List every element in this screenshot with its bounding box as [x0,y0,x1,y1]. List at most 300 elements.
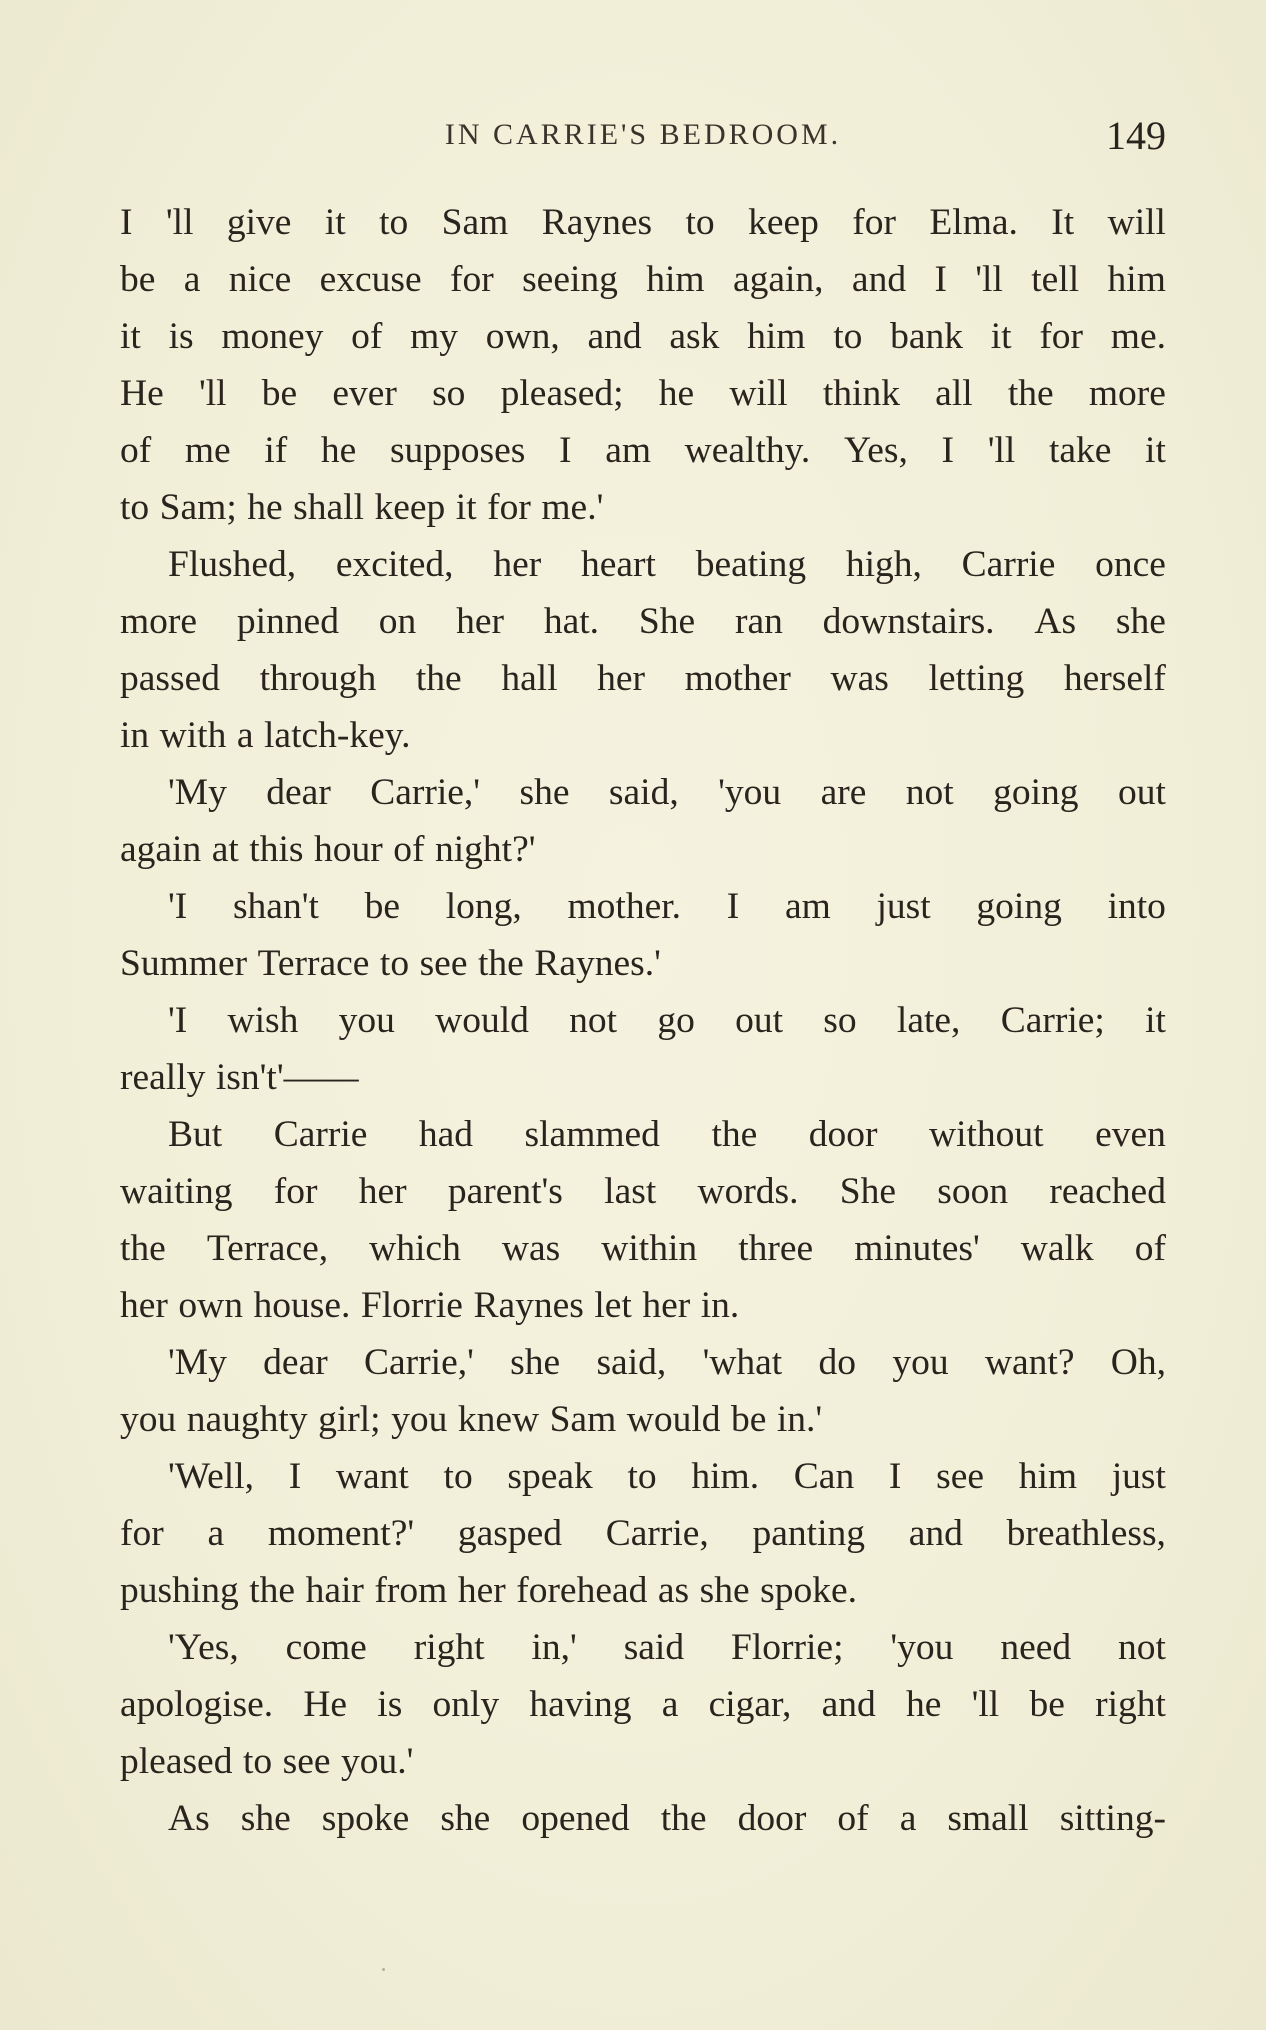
text-word: to [685,202,715,243]
text-word: latch-key. [264,715,411,756]
text-word: spoke. [760,1570,857,1611]
text-word: more [1088,373,1166,414]
text-word: As [168,1798,210,1839]
text-word: pleased; [500,373,624,414]
text-line [120,707,1166,764]
text-word: in [120,715,150,756]
text-word: Carrie, [605,1513,709,1554]
text-word: be [261,373,298,414]
text-word: 'll [987,430,1016,471]
text-word: As [1034,601,1077,642]
text-line [120,1334,1166,1391]
text-word: Carrie [273,1114,368,1155]
text-word: of [351,316,383,357]
text-word: he [247,487,283,528]
text-word: said, [608,772,679,813]
text-word: for [450,259,494,300]
text-word: she [519,772,570,813]
text-word: letting [928,658,1025,699]
text-word: as [657,1570,690,1611]
text-word: him [1107,259,1166,300]
text-word: for [852,202,896,243]
text-word: shan't [232,886,319,927]
text-word: waiting [120,1171,233,1212]
text-word: be [730,1399,767,1440]
text-word: in. [700,1285,740,1326]
text-word: not [1118,1627,1166,1668]
text-word: 'll [971,1684,1000,1725]
text-word: three [738,1228,814,1269]
text-word: 'I [168,886,188,927]
text-line [120,479,1166,536]
text-word: 'My [168,1342,227,1383]
text-word: I [934,259,947,300]
text-word: mother [684,658,791,699]
text-word: naughty [186,1399,308,1440]
body-text [120,194,1166,1847]
text-word: sitting- [1059,1798,1166,1839]
text-word: and [851,259,907,300]
text-word: Terrace [257,943,370,984]
text-word: not [905,772,954,813]
text-word: dear [263,1342,328,1383]
text-word: you.' [341,1741,414,1782]
text-word: panting [752,1513,865,1554]
text-word: Carrie [961,544,1056,585]
text-word: tell [1031,259,1080,300]
text-line [120,935,1166,992]
text-word: Flushed, [168,544,297,585]
text-word: take [1048,430,1112,471]
text-word: which [369,1228,461,1269]
text-word: want [335,1456,409,1497]
text-word: give [226,202,292,243]
text-word: the [660,1798,707,1839]
text-line [120,194,1166,251]
text-word: a [207,1513,225,1554]
text-line [120,593,1166,650]
text-word: be [364,886,401,927]
text-word: breathless, [1006,1513,1166,1554]
text-word: night?' [434,829,536,870]
text-word: 'you [718,772,782,813]
text-word: I [941,430,955,471]
text-word: on [378,601,417,642]
text-word: again, [732,259,824,300]
text-word: ran [734,601,783,642]
text-line [120,1790,1166,1847]
text-word: I [726,886,740,927]
text-word: 'I [168,1000,188,1041]
text-line [120,1391,1166,1448]
text-line [120,1106,1166,1163]
text-word: think [822,373,900,414]
text-word: in.' [776,1399,823,1440]
text-word: a [236,715,254,756]
text-word: ever [332,373,397,414]
text-word: to [379,943,410,984]
text-word: supposes [389,430,526,471]
text-word: mother. [567,886,682,927]
text-word: cigar, [708,1684,792,1725]
text-word: Sam [441,202,509,243]
text-word: 'Yes, [168,1627,239,1668]
text-word: come [285,1627,367,1668]
text-line [120,1562,1166,1619]
page-number: 149 [1106,113,1166,158]
text-word: a [183,259,201,300]
text-word: Oh, [1110,1342,1166,1383]
text-word: without [929,1114,1044,1155]
text-line [120,308,1166,365]
text-word: go [657,1000,695,1041]
text-word: door [737,1798,807,1839]
text-word: parent's [447,1171,563,1212]
text-word: you [391,1399,448,1440]
text-word: heart [580,544,656,585]
text-word: knew [457,1399,540,1440]
text-word: of [1134,1228,1166,1269]
text-word: her [457,1570,506,1611]
text-word: small [947,1798,1029,1839]
text-word: he [906,1684,942,1725]
text-line [120,1049,1166,1106]
text-line [120,1448,1166,1505]
text-line [120,365,1166,422]
text-line [120,764,1166,821]
text-word: it [1145,1000,1166,1041]
text-line [120,650,1166,707]
text-word: for [487,487,531,528]
text-word: and [908,1513,963,1554]
text-word: am [605,430,652,471]
paper-speck [382,1968,385,1971]
text-word: words. [697,1171,799,1212]
text-word: all [935,373,973,414]
text-word: she [699,1570,750,1611]
text-word: forehead [516,1570,648,1611]
text-word: her [493,544,542,585]
text-word: of [837,1798,869,1839]
text-word: beating [695,544,807,585]
text-word: the [120,1228,166,1269]
text-word: be [1029,1684,1065,1725]
text-word: she [1115,601,1166,642]
text-word: you [120,1399,177,1440]
text-word: her [642,1285,691,1326]
text-line [120,536,1166,593]
text-word: I [120,202,133,243]
text-word: is [168,316,194,357]
text-word: do [818,1342,857,1383]
text-word: him [747,316,806,357]
text-word: a [899,1798,917,1839]
text-line [120,1163,1166,1220]
text-word: need [1000,1627,1072,1668]
text-word: and [821,1684,876,1725]
text-word: with [159,715,227,756]
text-word: just [1111,1456,1166,1497]
text-word: her [597,658,646,699]
text-word: passed [120,658,220,699]
text-word: last [604,1171,657,1212]
text-word: Summer [120,943,248,984]
text-word: even [1095,1114,1166,1155]
text-word: right [1095,1684,1166,1725]
text-word: this [249,829,304,870]
text-word: if [264,430,288,471]
text-word: house. [253,1285,351,1326]
text-word: I [288,1456,302,1497]
text-word: are [820,772,867,813]
text-word: you [338,1000,395,1041]
text-word: the [249,1570,296,1611]
text-word: just [876,886,931,927]
text-word: high, [845,544,922,585]
text-word: hour [313,829,383,870]
text-word: to [443,1456,473,1497]
text-word: money [221,316,324,357]
text-word: pinned [236,601,339,642]
text-word: 'Well, [168,1456,255,1497]
text-word: door [808,1114,878,1155]
text-line [120,251,1166,308]
text-word: seeing [522,259,618,300]
text-word: see [936,1456,985,1497]
text-word: my [410,316,459,357]
text-word: gasped [457,1513,562,1554]
text-word: own, [485,316,560,357]
text-word: pushing [120,1570,239,1611]
text-word: slammed [524,1114,660,1155]
text-word: He [303,1684,348,1725]
text-word: for [120,1513,164,1554]
text-word: is [377,1684,403,1725]
text-word: was [501,1228,561,1269]
text-word: I [888,1456,902,1497]
text-word: to [833,316,863,357]
text-word: hair [305,1570,364,1611]
text-word: 'll [165,202,194,243]
text-word: 'what [702,1342,783,1383]
text-word: excited, [335,544,454,585]
running-head [120,112,1166,162]
text-word: long, [445,886,522,927]
text-word: let [594,1285,632,1326]
text-word: 'you [890,1627,954,1668]
text-word: once [1095,544,1166,585]
text-word: hall [501,658,558,699]
text-word: want? [984,1342,1075,1383]
text-word: would [435,1000,529,1041]
text-word: Carrie,' [364,1342,474,1383]
text-word: for [273,1171,318,1212]
text-word: him. [691,1456,760,1497]
text-line [120,1220,1166,1277]
text-word: having [529,1684,632,1725]
text-word: from [374,1570,448,1611]
text-word: ask [669,316,720,357]
text-word: isn't'—— [215,1057,359,1098]
text-word: and [587,316,642,357]
text-word: the [1007,373,1054,414]
text-word: she [440,1798,491,1839]
text-word: really [120,1057,206,1098]
text-word: am [784,886,831,927]
text-word: going [976,886,1062,927]
text-word: Florrie; [731,1627,844,1668]
text-word: It [1051,202,1075,243]
text-word: moment?' [267,1513,415,1554]
text-word: pleased [120,1741,233,1782]
text-word: the [415,658,462,699]
text-word: see [419,943,468,984]
text-word: late, [896,1000,961,1041]
text-word: Can [793,1456,855,1497]
text-word: She [638,601,696,642]
text-word: at [211,829,239,870]
text-word: downstairs. [822,601,995,642]
text-word: will [1107,202,1166,243]
text-word: right [413,1627,485,1668]
text-word: he [320,430,357,471]
text-word: speak [507,1456,593,1497]
text-line [120,1505,1166,1562]
text-word: to [120,487,150,528]
text-word: had [418,1114,474,1155]
text-word: She [839,1171,897,1212]
text-word: walk [1020,1228,1094,1269]
text-word: it [990,316,1012,357]
text-word: 'My [168,772,227,813]
text-line [120,821,1166,878]
text-word: again [120,829,202,870]
text-word: He [120,373,164,414]
text-word: said, [596,1342,667,1383]
text-word: him [1018,1456,1078,1497]
text-word: wealthy. [684,430,811,471]
text-word: the [711,1114,758,1155]
text-line [120,1619,1166,1676]
text-word: so [432,373,466,414]
text-word: it [324,202,346,243]
text-word: see [282,1741,331,1782]
text-line [120,1733,1166,1790]
text-word: be [120,259,156,300]
text-word: excuse [319,259,422,300]
text-word: only [432,1684,500,1725]
text-word: keep [374,487,446,528]
text-word: of [393,829,425,870]
text-word: dear [266,772,331,813]
text-word: girl; [318,1399,381,1440]
text-word: Florrie [360,1285,463,1326]
text-word: Terrace, [206,1228,329,1269]
chapter-running-title: IN CARRIE'S BEDROOM. [444,118,842,151]
text-word: me [184,430,231,471]
text-word: Raynes.' [534,943,661,984]
text-word: said [623,1627,685,1668]
text-word: to [379,202,409,243]
text-line [120,1676,1166,1733]
text-word: me.' [541,487,604,528]
text-word: not [569,1000,618,1041]
text-word: hat. [543,601,600,642]
text-word: Elma. [929,202,1018,243]
text-word: out [1117,772,1166,813]
text-word: 'll [198,373,227,414]
text-word: Raynes [541,202,653,243]
text-word: shall [293,487,364,528]
text-word: she [240,1798,291,1839]
text-line [120,992,1166,1049]
text-word: I [559,430,572,471]
text-word: would [626,1399,721,1440]
text-word: Carrie; [1000,1000,1105,1041]
text-word: soon [937,1171,1009,1212]
text-word: she [510,1342,561,1383]
text-word: to [627,1456,657,1497]
text-word: more [120,601,198,642]
text-word: of [120,430,152,471]
text-word: own [178,1285,243,1326]
text-word: him [646,259,705,300]
text-word: Raynes [473,1285,584,1326]
text-word: you [892,1342,949,1383]
text-word: her [120,1285,168,1326]
text-word: wish [227,1000,299,1041]
text-word: keep [748,202,819,243]
text-word: me. [1110,316,1166,357]
text-word: But [168,1114,223,1155]
text-word: through [259,658,377,699]
text-word: apologise. [120,1684,274,1725]
text-word: spoke [321,1798,410,1839]
text-word: Yes, [843,430,908,471]
text-word: into [1107,886,1166,927]
text-word: nice [228,259,292,300]
text-word: 'll [975,259,1003,300]
text-word: a [661,1684,679,1725]
text-word: it [455,487,477,528]
text-word: out [735,1000,784,1041]
text-word: bank [890,316,963,357]
text-word: the [477,943,524,984]
text-word: Carrie,' [370,772,481,813]
text-line [120,1277,1166,1334]
text-word: so [823,1000,857,1041]
text-word: within [601,1228,698,1269]
text-line [120,422,1166,479]
text-word: her [358,1171,407,1212]
text-word: he [658,373,695,414]
text-word: it [120,316,141,357]
text-word: it [1145,430,1166,471]
text-word: her [456,601,505,642]
text-word: was [830,658,889,699]
text-word: will [729,373,788,414]
text-word: going [993,772,1079,813]
text-word: Sam [549,1399,617,1440]
text-word: to [242,1741,273,1782]
text-line [120,878,1166,935]
text-word: for [1039,316,1084,357]
text-word: in,' [531,1627,577,1668]
text-word: Sam; [159,487,237,528]
text-word: herself [1063,658,1166,699]
text-word: opened [521,1798,630,1839]
text-word: minutes' [854,1228,980,1269]
